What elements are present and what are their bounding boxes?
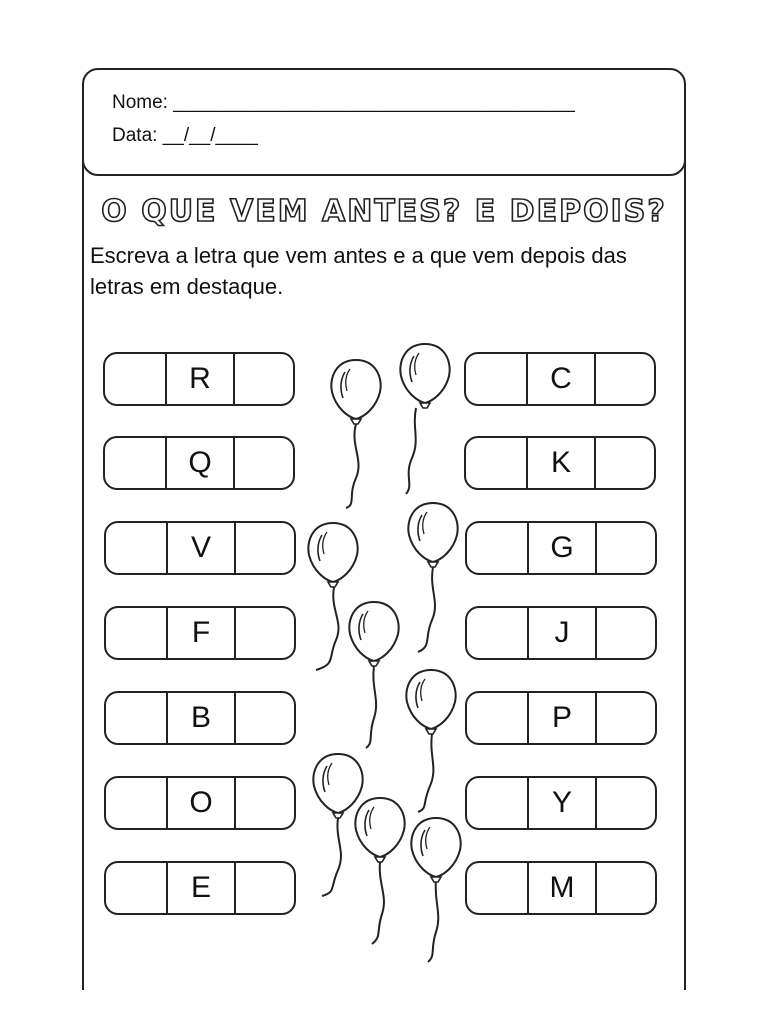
date-field[interactable]: Data: __/__/____ [112, 125, 258, 146]
highlighted-letter: C [528, 354, 596, 404]
highlighted-letter: R [167, 354, 235, 404]
highlighted-letter: O [168, 778, 236, 828]
highlighted-letter: M [529, 863, 597, 913]
highlighted-letter: J [529, 608, 597, 658]
highlighted-letter: Q [167, 438, 235, 488]
highlighted-letter: Y [529, 778, 597, 828]
highlighted-letter: K [528, 438, 596, 488]
name-field[interactable]: Nome: ______________________________________ [112, 92, 575, 113]
highlighted-letter: V [168, 523, 236, 573]
highlighted-letter: G [529, 523, 597, 573]
worksheet-title: O QUE VEM ANTES? E DEPOIS? [101, 194, 667, 229]
instructions-text: Escreva a letra que vem antes e a que vem depois das letras em destaque. [90, 243, 627, 299]
highlighted-letter: F [168, 608, 236, 658]
highlighted-letter: E [168, 863, 236, 913]
highlighted-letter: P [529, 693, 597, 743]
highlighted-letter: B [168, 693, 236, 743]
